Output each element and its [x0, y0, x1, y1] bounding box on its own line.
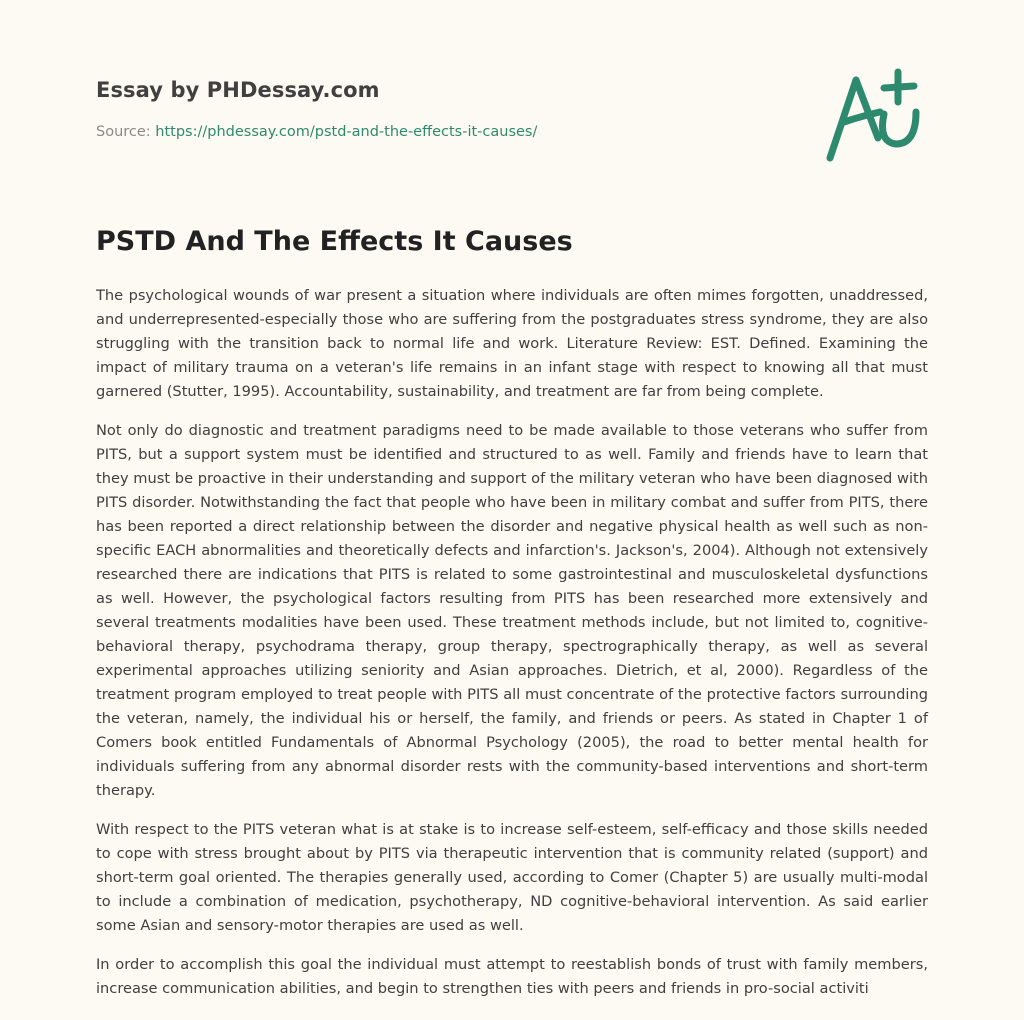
a-plus-grade-icon: [818, 66, 930, 166]
essay-paragraph: In order to accomplish this goal the individual must attempt to reestablish bonds of trust with family members, increase communication abilities, and begin to strengthen ties with peers and friends in pro-social activiti: [96, 956, 928, 997]
essay-paragraph: The psychological wounds of war present a situation where individuals are often mimes forgotten, unaddressed, and underrepresented-especially those who are suffering from the postgraduates stress syndrome, they are also struggling with the transition back to normal life and work. Literature Review: EST. Defined. Examining the impact of military trauma on a veteran's life remains in an infant stage with respect to knowing all that must garnered (Stutter, 1995). Accountability, sustainability, and treatment are far from being complete.: [96, 287, 928, 400]
essay-paragraph: With respect to the PITS veteran what is at stake is to increase self-esteem, self-efficacy and those skills needed to cope with stress brought about by PITS via therapeutic intervention that is community related (support) and short-term goal oriented. The therapies generally used, according to Comer (Chapter 5) are usually multi-modal to include a combination of medication, psychotherapy, ND cognitive-behavioral intervention. As said earlier some Asian and sensory-motor therapies are used as well.: [96, 821, 928, 934]
brand-title: Essay by PHDessay.com: [96, 78, 380, 102]
essay-paragraph: Not only do diagnostic and treatment paradigms need to be made available to those veterans who suffer from PITS, but a support system must be identified and structured to as well. Family and friends have to learn that they must be proactive in their understanding and support of the military veteran who have been diagnosed with PITS disorder. Notwithstanding the fact that people who have been in military combat and suffer from PITS, there has been reported a direct relationship between the disorder and negative physical health as well such as non-specific EACH abnormalities and theoretically defects and infarction's. Jackson's, 2004). Although not extensively researched there are indications that PITS is related to some gastrointestinal and musculoskeletal dysfunctions as well. However, the psychological factors resulting from PITS has been researched more extensively and several treatments modalities have been used. These treatment methods include, but not limited to, cognitive-behavioral therapy, psychodrama therapy, group therapy, spectrographically therapy, as well as several experimental approaches utilizing seniority and Asian approaches. Dietrich, et al, 2000). Regardless of the treatment program employed to treat people with PITS all must concentrate of the protective factors surrounding the veteran, namely, the individual his or herself, the family, and friends or peers. As stated in Chapter 1 of Comers book entitled Fundamentals of Abnormal Psychology (2005), the road to better mental health for individuals suffering from any abnormal disorder rests with the community-based interventions and short-term therapy.: [96, 422, 928, 799]
source-label: Source:: [96, 124, 151, 140]
essay-title: PSTD And The Effects It Causes: [96, 226, 573, 257]
essay-body: [96, 284, 928, 1016]
source-link[interactable]: https://phdessay.com/pstd-and-the-effects-it-causes/: [155, 124, 538, 140]
source-line: [96, 124, 537, 140]
